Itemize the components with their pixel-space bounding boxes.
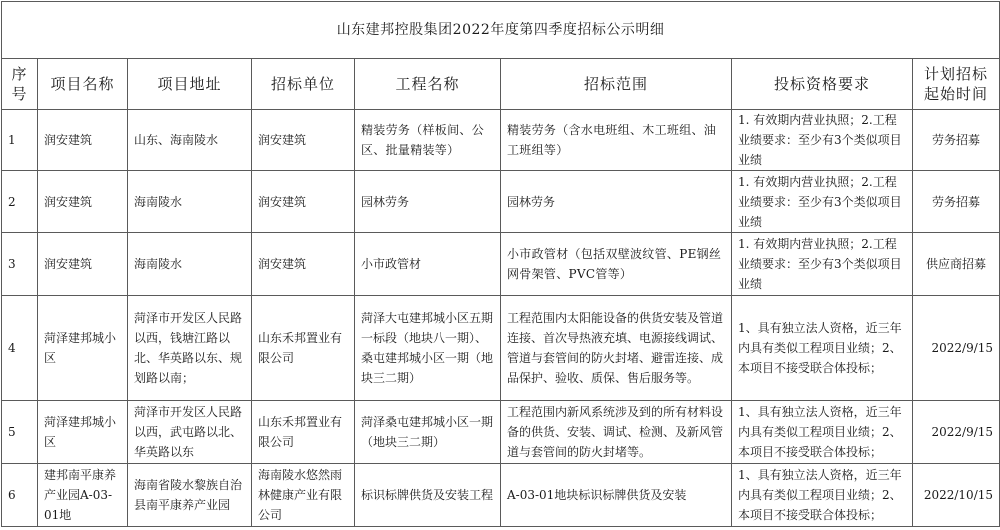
table-row (2, 296, 1000, 401)
row-project-name: 润安建筑 (38, 233, 128, 296)
row-engineering-name: 标识标牌供货及安装工程 (355, 464, 501, 527)
row-scope: A-03-01地块标识标牌供货及安装 (501, 464, 732, 527)
header-planned-start: 计划招标起始时间 (913, 59, 1000, 110)
header-tender-unit: 招标单位 (252, 59, 355, 110)
header-qualification: 投标资格要求 (732, 59, 913, 110)
row-planned-start: 2022/9/15 (913, 296, 1000, 401)
row-planned-start: 供应商招募 (913, 233, 1000, 296)
header-scope: 招标范围 (501, 59, 732, 110)
row-scope: 园林劳务 (501, 171, 732, 233)
row-qualification: 1. 有效期内营业执照；2.工程业绩要求：至少有3个类似项目业绩 (732, 110, 913, 171)
row-tender-unit: 润安建筑 (252, 171, 355, 233)
row-no: 5 (2, 401, 38, 464)
row-no: 3 (2, 233, 38, 296)
header-project-name: 项目名称 (38, 59, 128, 110)
row-scope: 小市政管材（包括双壁波纹管、PE钢丝网骨架管、PVC管等） (501, 233, 732, 296)
row-project-address: 菏泽市开发区人民路以西，钱塘江路以北、华英路以东、规划路以南； (128, 296, 252, 401)
table-row (2, 464, 1000, 527)
row-tender-unit: 润安建筑 (252, 110, 355, 171)
row-engineering-name: 小市政管材 (355, 233, 501, 296)
row-planned-start: 劳务招募 (913, 110, 1000, 171)
row-project-address: 海南省陵水黎族自治县南平康养产业园 (128, 464, 252, 527)
table-title: 山东建邦控股集团2022年度第四季度招标公示明细 (2, 2, 1000, 59)
row-project-name: 建邦南平康养产业园A-03-01地 (38, 464, 128, 527)
header-project-address: 项目地址 (128, 59, 252, 110)
row-scope: 工程范围内新风系统涉及到的所有材料设备的供货、安装、调试、检测、及新风管道与套管间的防火封堵等。 (501, 401, 732, 464)
row-no: 4 (2, 296, 38, 401)
row-project-name: 润安建筑 (38, 110, 128, 171)
row-tender-unit: 山东禾邦置业有限公司 (252, 296, 355, 401)
row-planned-start: 2022/9/15 (913, 401, 1000, 464)
row-engineering-name: 菏泽大屯建邦城小区五期一标段（地块八一期）、桑屯建邦城小区一期（地块三二期） (355, 296, 501, 401)
row-no: 2 (2, 171, 38, 233)
table-row (2, 233, 1000, 296)
row-qualification: 1. 有效期内营业执照；2.工程业绩要求：至少有3个类似项目业绩 (732, 171, 913, 233)
row-no: 6 (2, 464, 38, 527)
row-project-name: 润安建筑 (38, 171, 128, 233)
row-engineering-name: 精装劳务（样板间、公区、批量精装等） (355, 110, 501, 171)
row-qualification: 1、具有独立法人资格，近三年内具有类似工程项目业绩；2、本项目不接受联合体投标； (732, 296, 913, 401)
row-scope: 工程范围内太阳能设备的供货安装及管道连接、首次导热液充填、电源接线调试、管道与套管间的防火封堵、避雷连接、成品保护、验收、质保、售后服务等。 (501, 296, 732, 401)
row-scope: 精装劳务（含水电班组、木工班组、油工班组等） (501, 110, 732, 171)
row-project-name: 菏泽建邦城小区 (38, 401, 128, 464)
row-project-name: 菏泽建邦城小区 (38, 296, 128, 401)
row-project-address: 海南陵水 (128, 171, 252, 233)
row-tender-unit: 润安建筑 (252, 233, 355, 296)
row-project-address: 菏泽市开发区人民路以西，武屯路以北、华英路以东 (128, 401, 252, 464)
table-row (2, 110, 1000, 171)
row-qualification: 1. 有效期内营业执照；2.工程业绩要求：至少有3个类似项目业绩 (732, 233, 913, 296)
row-tender-unit: 海南陵水悠然雨林健康产业有限公司 (252, 464, 355, 527)
table-row (2, 401, 1000, 464)
row-project-address: 山东、海南陵水 (128, 110, 252, 171)
row-planned-start: 劳务招募 (913, 171, 1000, 233)
header-row (2, 59, 1000, 110)
header-engineering-name: 工程名称 (355, 59, 501, 110)
row-project-address: 海南陵水 (128, 233, 252, 296)
tender-table (1, 1, 1000, 527)
row-tender-unit: 山东禾邦置业有限公司 (252, 401, 355, 464)
tender-announcement-sheet (0, 1, 1000, 530)
row-qualification: 1、具有独立法人资格，近三年内具有类似工程项目业绩；2、本项目不接受联合体投标； (732, 464, 913, 527)
header-no: 序号 (2, 59, 38, 110)
row-engineering-name: 菏泽桑屯建邦城小区一期（地块三二期） (355, 401, 501, 464)
table-row (2, 171, 1000, 233)
row-no: 1 (2, 110, 38, 171)
row-qualification: 1、具有独立法人资格，近三年内具有类似工程项目业绩；2、本项目不接受联合体投标； (732, 401, 913, 464)
row-engineering-name: 园林劳务 (355, 171, 501, 233)
row-planned-start: 2022/10/15 (913, 464, 1000, 527)
